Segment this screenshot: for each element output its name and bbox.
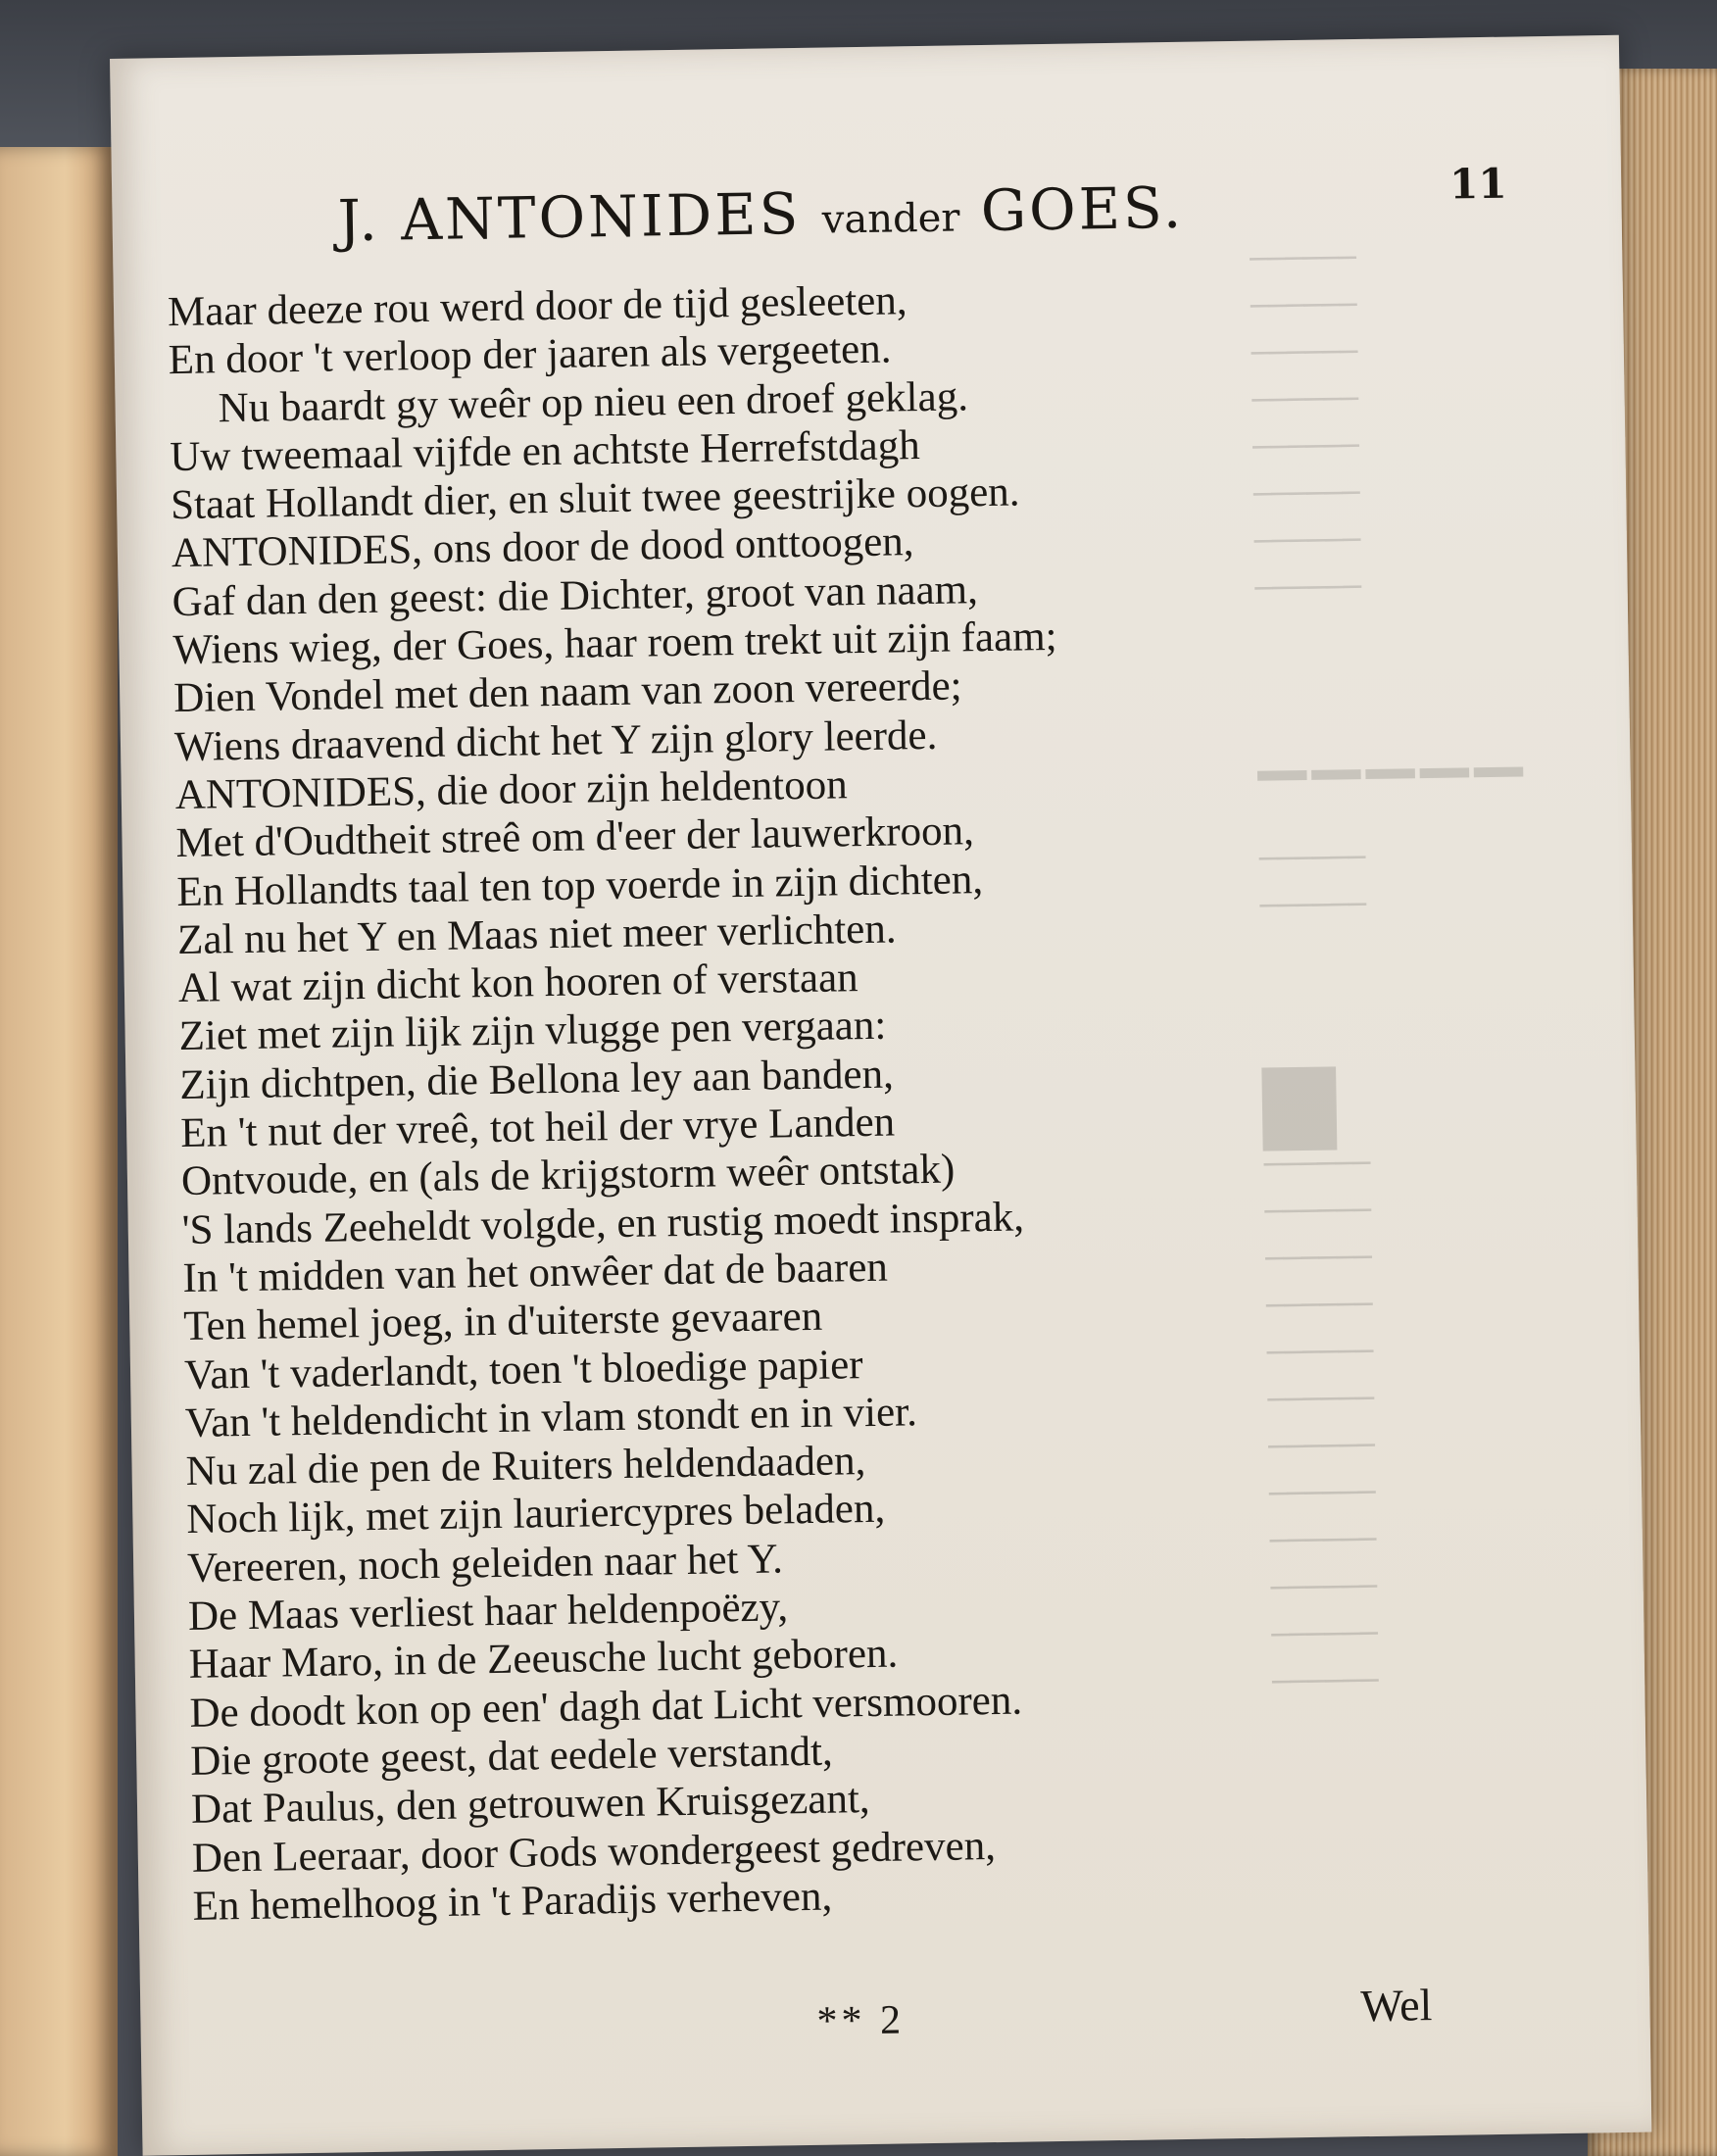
page-number: 11 [1448,159,1508,209]
poem-line: Van 't vaderlandt, toen 't bloedige papier [183,1341,863,1398]
poem-line: De Maas verliest haar heldenpoëzy, [187,1584,789,1640]
poem-line: Nu zal die pen de Ruiters heldendaaden, [185,1438,866,1495]
poem-line: Wiens wieg, der Goes, haar roem trekt uit zijn faam; [172,612,1057,674]
poem-line: Haar Maro, in de Zeeusche lucht geboren. [188,1630,899,1689]
catchword: Wel [1359,1980,1433,2032]
poem-line: En hemelhoog in 't Paradijs verheven, [192,1873,833,1930]
poem-line: ANTONIDES, die door zijn heldentoon [174,761,849,819]
poem-line: Zal nu het Y en Maas niet meer verlichten. [176,906,897,963]
poem-line: Die groote geest, dat eedele verstandt, [189,1728,834,1785]
poem-line: Den Leeraar, door Gods wondergeest gedreven, [191,1822,997,1882]
poem-line: Wiens draavend dicht het Y zijn glory leerde. [173,711,938,770]
poem-line: Uw tweemaal vijfde en achtste Herrefstdagh [170,421,920,480]
running-head [337,174,1185,255]
poem-line: Ontvoude, en (als de krijgstorm weêr ontstak) [180,1146,956,1205]
show-through-texture: ────── ────── ────── ────── ────── ────── ────── ────── ▁▁▁▁▁ ────── ────── ▆ ────── ────── ────── ────── ────── ────── ────── ────── ────── ────── ────── ────── [1250,241,1529,1700]
running-head-name: J. ANTONIDES [337,179,802,255]
poem-line: Dien Vondel met den naam van zoon vereerde; [172,662,962,722]
page-header [337,159,1524,266]
running-head-place: GOES. [980,173,1185,245]
poem-text [168,270,1369,1931]
poem-line: In 't midden van het onwêer dat de baaren [182,1244,889,1301]
poem-line: 'S lands Zeeheldt volgde, en rustig moedt insprak, [181,1194,1025,1253]
poem-line: Maar deeze rou werd door de tijd gesleeten, [167,277,908,336]
poem-line: En 't nut der vreê, tot heil der vrye Landen [179,1099,896,1157]
poem-line: Staat Hollandt dier, en sluit twee geestrijke oogen. [170,468,1020,529]
facing-page-edge [0,147,118,2156]
poem-line: Ziet met zijn lijk zijn vlugge pen vergaan: [178,1003,887,1060]
running-head-van: vander [821,195,960,243]
book-page [110,35,1651,2156]
poem-line: Al wat zijn dicht kon hooren of verstaan [177,955,858,1012]
page-footer [140,1976,1650,2068]
poem-line: Gaf dan den geest: die Dichter, groot van naam, [172,565,979,625]
poem-line: ANTONIDES, ons door de dood onttoogen, [171,518,914,577]
poem-line: Noch lijk, met zijn lauriercypres beladen, [186,1486,886,1544]
poem-line: Van 't heldendicht in vlam stondt en in vier. [184,1389,918,1446]
poem-line: Ten hemel joeg, in d'uiterste gevaaren [182,1293,823,1350]
poem-line: Met d'Oudtheit streê om d'eer der lauwerkroon, [175,808,975,867]
poem-line: Zijn dichtpen, die Bellona ley aan banden, [179,1051,895,1108]
poem-line: En Hollandts taal ten top voerde in zijn dichten, [175,856,984,915]
poem-line: De doodt kon op een' dagh dat Licht versmooren. [189,1677,1023,1737]
poem-line: En door 't verloop der jaaren als vergeeten. [168,325,892,384]
poem-line: Dat Paulus, den getrouwen Kruisgezant, [190,1776,870,1834]
poem-line: Vereeren, noch geleiden naar het Y. [186,1536,784,1592]
signature-mark: ** 2 [816,1997,906,2044]
poem-line: Nu baardt gy weêr op nieu een droef geklag. [218,372,969,431]
